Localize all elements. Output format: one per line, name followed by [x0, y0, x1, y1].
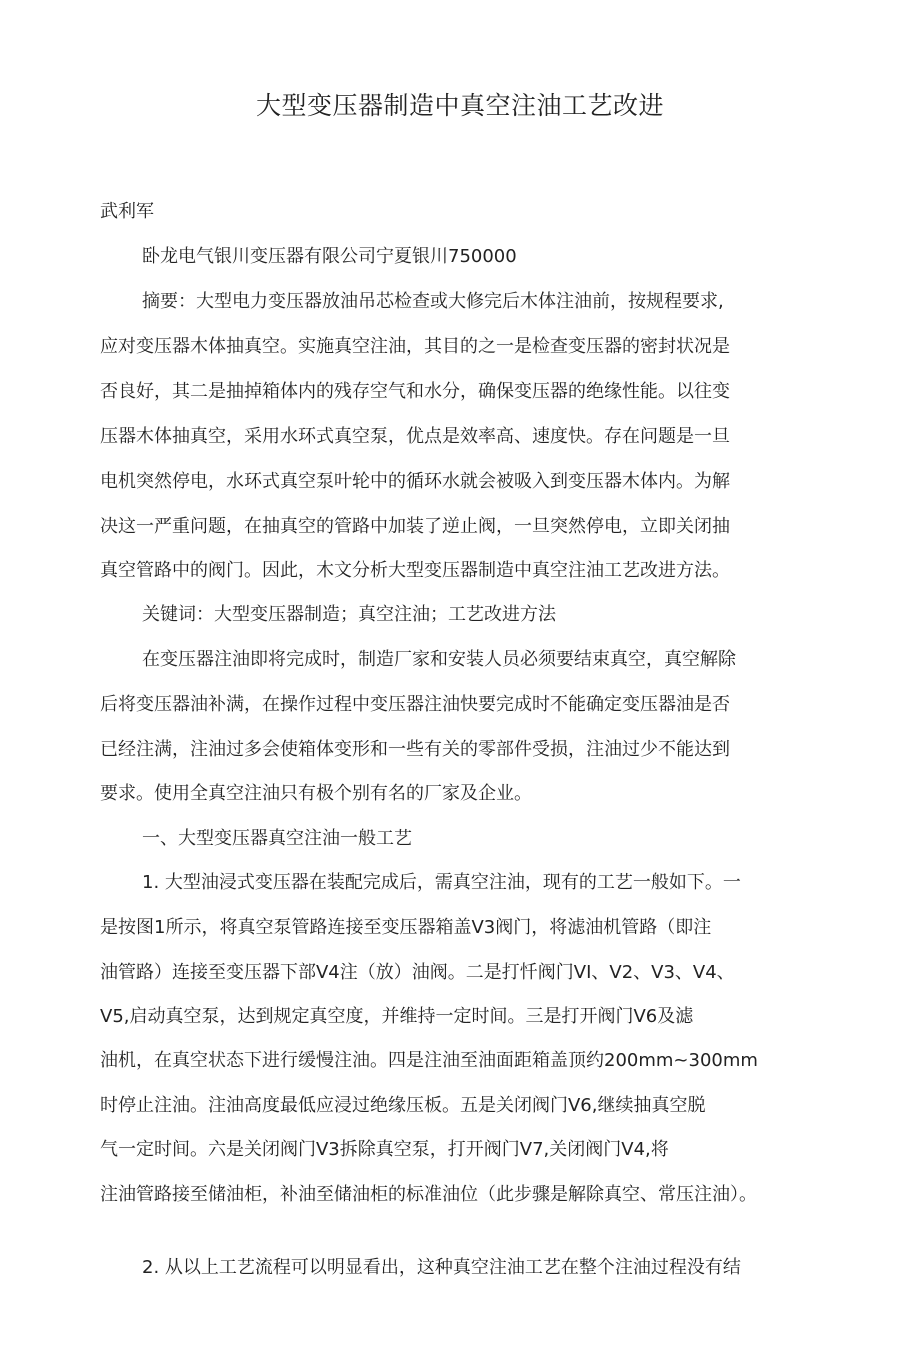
section-heading: 一、大型变压器真空注油一般工艺	[142, 828, 412, 849]
document-title: 大型变压器制造中真空注油工艺改进	[255, 91, 664, 120]
abstract-line: 摘要：大型电力变压器放油吊芯检查或大修完后木体注油前，按规程要求,	[142, 291, 724, 312]
abstract-line: 真空管路中的阀门。因此，木文分析大型变压器制造中真空注油工艺改进方法。	[100, 560, 730, 581]
abstract-line: 电机突然停电，水环式真空泵叶轮中的循环水就会被吸入到变压器木体内。为解	[100, 471, 730, 492]
body-line: 油机，在真空状态下进行缓慢注油。四是注油至油面距箱盖顶约200mm~300mm	[100, 1050, 758, 1071]
body-line: 油管路）连接至变压器下部V4注（放）油阀。二是打忏阀门VI、V2、V3、V4、	[100, 962, 735, 983]
abstract-line: 压器木体抽真空，采用水环式真空泵，优点是效率高、速度快。存在问题是一旦	[100, 426, 730, 447]
body-line: 已经注满，注油过多会使箱体变形和一些有关的零部件受损，注油过少不能达到	[100, 739, 730, 760]
body-line: V5,启动真空泵，达到规定真空度，并维持一定时间。三是打开阀门V6及滤	[100, 1006, 694, 1027]
body-line: 在变压器注油即将完成时，制造厂家和安装人员必须要结束真空，真空解除	[142, 649, 736, 670]
body-line: 气一定时间。六是关闭阀门V3拆除真空泵，打开阀门V7,关闭阀门V4,将	[100, 1139, 669, 1160]
abstract-line: 否良好，其二是抽掉箱体内的残存空气和水分，确保变压器的绝缘性能。以往变	[100, 381, 730, 402]
body-line: 要求。使用全真空注油只有极个别有名的厂家及企业。	[100, 783, 532, 804]
body-line: 注油管路接至储油柜，补油至储油柜的标准油位（此步骤是解除真空、常压注油）。	[100, 1184, 757, 1205]
abstract-line: 应对变压器木体抽真空。实施真空注油，其目的之一是检查变压器的密封状况是	[100, 336, 730, 357]
author-name: 武利军	[100, 201, 154, 222]
keywords-line: 关键词：大型变压器制造；真空注油；工艺改进方法	[142, 604, 556, 625]
abstract-line: 决这一严重问题，在抽真空的管路中加装了逆止阀，一旦突然停电，立即关闭抽	[100, 516, 730, 537]
body-line: 2. 从以上工艺流程可以明显看出，这种真空注油工艺在整个注油过程没有结	[142, 1257, 741, 1278]
body-line: 1. 大型油浸式变压器在装配完成后，需真空注油，现有的工艺一般如下。一	[142, 872, 741, 893]
body-line: 后将变压器油补满，在操作过程中变压器注油快要完成时不能确定变压器油是否	[100, 694, 730, 715]
affiliation: 卧龙电气银川变压器有限公司宁夏银川750000	[142, 246, 517, 267]
body-line: 时停止注油。注油高度最低应浸过绝缘压板。五是关闭阀门V6,继续抽真空脱	[100, 1095, 706, 1116]
body-line: 是按图1所示，将真空泵管路连接至变压器箱盖V3阀门，将滤油机管路（即注	[100, 917, 712, 938]
